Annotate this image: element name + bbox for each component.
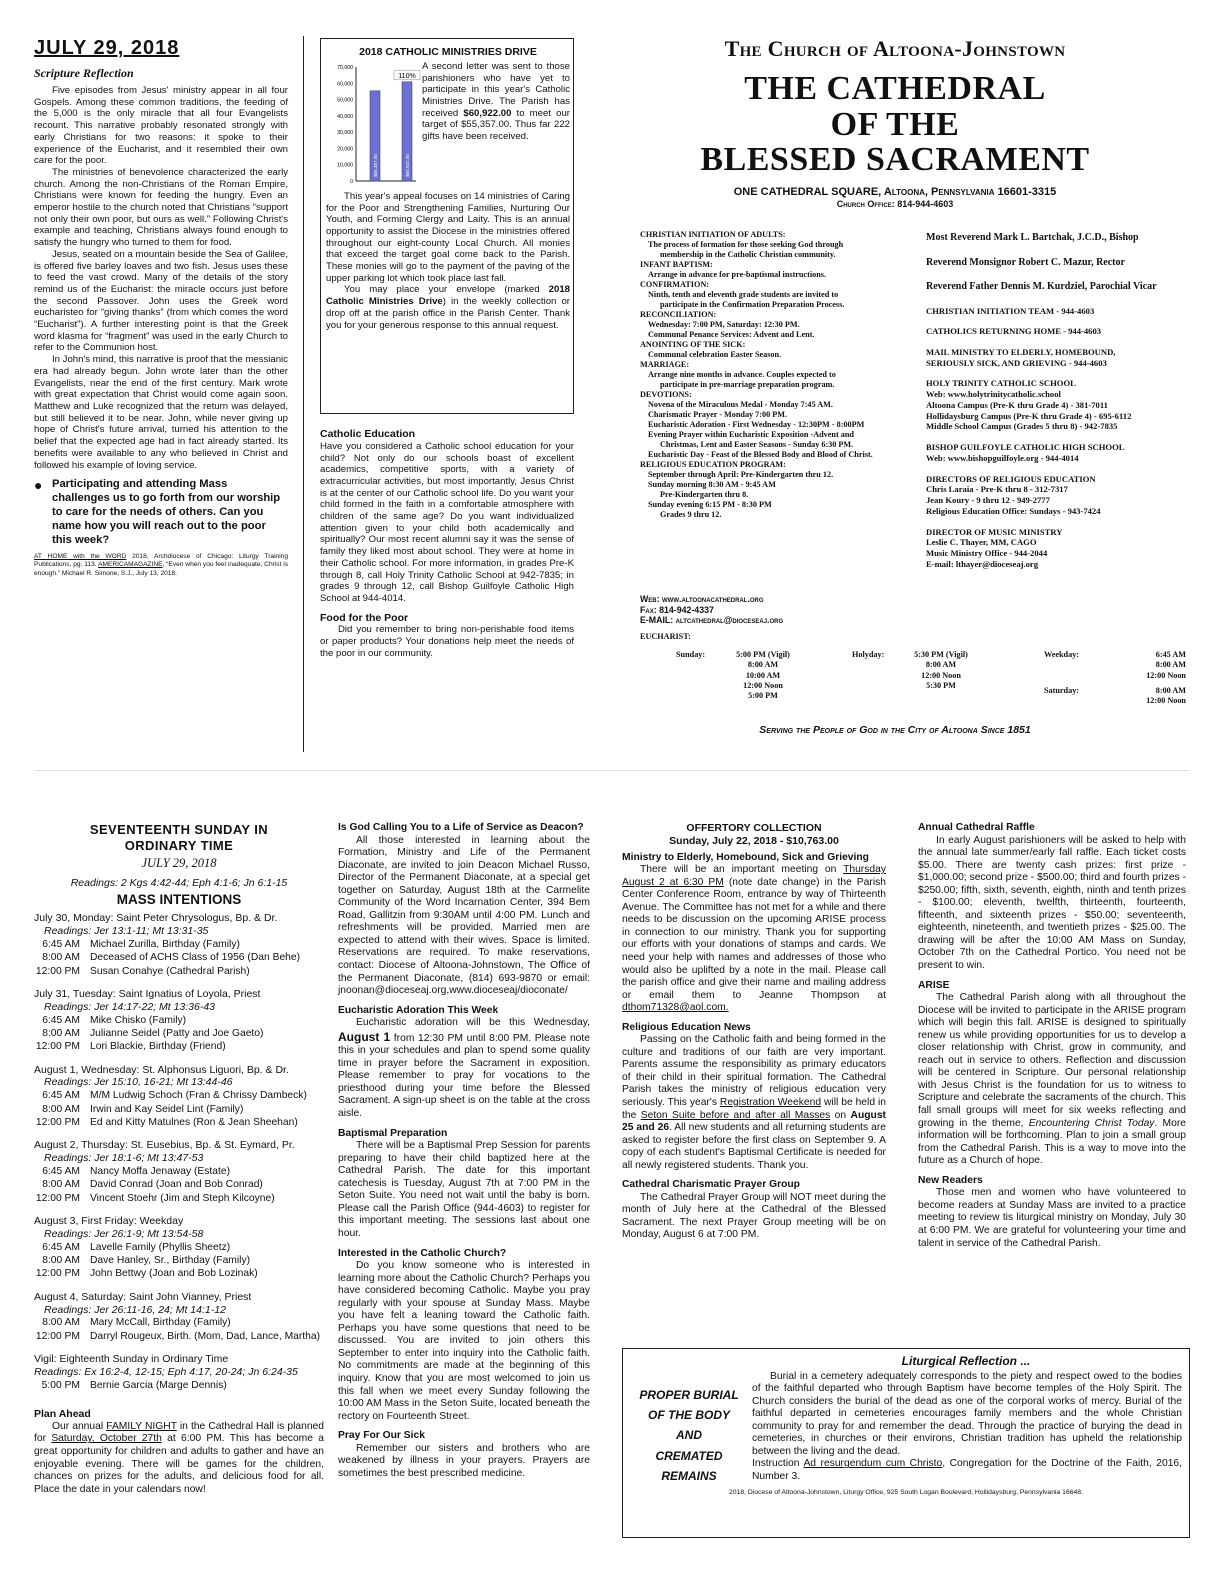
mass-day: [34, 1291, 324, 1343]
liturgical-text: Burial in a cemetery adequately corresponds to the piety and respect owed to the bodies of the faithful departed who through Baptism have become temples of the Holy Spirit. The Church considers the burial of the dead as one of the corporal works of mercy. Burial of the faithful departed in cemeteries encourages family members and the whole Christian community to pray for and remember the dead. Through the practice of burying the dead in cemeteries, in churches or their environs, Christian tradition has upheld the relationship between the living and the dead.: [752, 1370, 1182, 1457]
mass-day-title: August 1, Wednesday: St. Alphonsus Liguori, Bp. & Dr.: [34, 1063, 289, 1076]
email-link[interactable]: E-MAIL: altcathedral@dioceseaj.org: [640, 615, 784, 626]
mass-time: 8:00 AM: [42, 1179, 80, 1191]
sunday-title: SEVENTEENTH SUNDAY IN: [89, 822, 269, 837]
mass-intention-row: [34, 1116, 324, 1129]
mass-time: 12:00 PM: [35, 1192, 80, 1204]
mass-time: 8:00 AM: [42, 1103, 80, 1115]
mass-time: 5:00 PM (Vigil): [736, 650, 790, 659]
contact-line: Altoona Campus (Pre-K thru Grade 4) - 381-7011: [926, 399, 1108, 410]
y-tick-label: 20,000: [337, 146, 353, 153]
mass-intention: Vincent Stoehr (Jim and Steph Kilcoyne): [90, 1192, 275, 1204]
section-text: [622, 864, 886, 1015]
column-divider: [303, 36, 304, 752]
scripture-paragraph: Jesus, seated on a mountain beside the Sea of Galilee, is offered five barley loaves and two fish. Jesus uses these to feed the vast crowd. Many of the details of the story remind us of the Eucharist: the miracle occurs just before the second Passover. John uses the Greek word eucharisteo for “giving thanks” (from which comes the word “Eucharist”). A further interesting point is that the Greek word klasma for “fragment” was used in the early Church to refer to the Communion host.: [34, 248, 288, 354]
topic-line: AND: [676, 1428, 702, 1443]
mass-time: 5:00 PM: [41, 1379, 80, 1391]
sacrament-detail: Ninth, tenth and eleventh grade students are invited to: [648, 290, 839, 299]
mass-day-readings: Readings: Jer 15:10, 16-21; Mt 13:44-46: [44, 1076, 233, 1089]
sacrament-heading: MARRIAGE:: [640, 360, 690, 369]
topic-line: OF THE BODY: [647, 1408, 730, 1423]
sacrament-heading: CHRISTIAN INITIATION OF ADULTS:: [640, 230, 786, 239]
scripture-footnote: [34, 553, 288, 578]
mass-intention: Lori Blackie, Birthday (Friend): [90, 1041, 226, 1053]
text-part: Eucharistic adoration will be this Wednesday,: [356, 1017, 590, 1029]
y-tick-label: 10,000: [337, 162, 353, 169]
drive-text: [422, 61, 570, 143]
mass-intention-row: [34, 938, 324, 951]
contact-group: [926, 326, 1190, 337]
sacrament-detail: Eucharistic Adoration - First Wednesday - 12:30PM - 8:00PM: [648, 420, 865, 429]
text-part: , Congregation for the Doctrine of the Faith, 2016, Number 3.: [752, 1458, 1183, 1482]
contact-line: E-mail: lthayer@dioceseaj.org: [926, 558, 1039, 569]
mass-intention: Darryl Rougeux, Birth. (Mom, Dad, Lance, Martha): [90, 1330, 321, 1342]
mass-intention-row: [34, 965, 324, 978]
mass-time: 12:00 PM: [35, 1268, 80, 1280]
mass-time: 8:00 AM: [1155, 686, 1186, 695]
sacrament-detail: Novena of the Miraculous Medal - Monday 7:45 AM.: [648, 400, 833, 409]
sunday-label: Sunday:: [676, 650, 706, 659]
mass-day-title: August 4, Saturday: Saint John Vianney, Priest: [34, 1290, 252, 1303]
sacrament-detail: Communal Penance Services: Advent and Lent.: [648, 330, 815, 339]
text-part: from 12:30 PM until 8:00 PM. Please note this in your schedules and plan to spend some quality time in prayer before the Sacrament in exposition. Please remember to pray for vocations to the priesthood during your time before the Blessed Sacrament. A sign-up sheet is on the table at the cross aisle.: [338, 1032, 590, 1120]
mass-time: 12:00 Noon: [921, 670, 961, 680]
church-office-phone: Church Office: 814-944-4603: [836, 199, 954, 210]
chart-title: 2018 CATHOLIC MINISTRIES DRIVE: [359, 46, 537, 58]
mass-intention-row: [34, 1178, 324, 1191]
church-name: OF THE: [830, 105, 960, 143]
section-text: Those men and women who have volunteered to become readers at Sunday Mass are invited to a practice meeting to review tis liturgical ministry on Monday, July 30 at 6:00 PM. We are grateful for volunteering your time and talent in service of the Cathedral Parish.: [918, 1187, 1186, 1249]
scripture-heading: Scripture Reflection: [34, 66, 134, 81]
sacrament-detail: Communal celebration Easter Season.: [648, 350, 782, 359]
drive-text-part: ) in the weekly collection or drop off at the parish office in the Parish Center. Thank you for your generous response to this annual request.: [326, 296, 570, 331]
contact-line: SERIOUSLY SICK, AND GRIEVING - 944-4603: [926, 357, 1107, 368]
text-part: . More information will be forthcoming. Plan to join a small group from the Cathedral Parish. This is a way to move into the future as a Church of hope.: [918, 1117, 1186, 1167]
section-heading: Religious Education News: [622, 1021, 751, 1033]
text-part: Encountering Christ Today: [1028, 1117, 1155, 1129]
deacon-column: [338, 822, 590, 1542]
serving-tagline: Serving the People of God in the City of Altoona Since 1851: [759, 724, 1031, 736]
contact-line: Middle School Campus (Grades 5 thru 8) - 942-7835: [926, 421, 1118, 432]
mass-intention-row: [34, 1330, 324, 1343]
mass-time: 8:00 AM: [747, 660, 779, 670]
topic-line: CREMATED: [655, 1448, 723, 1463]
section-text: [918, 992, 1186, 1168]
mass-intention: Susan Conahye (Cathedral Parish): [90, 965, 250, 977]
text-part: August 1: [338, 1029, 391, 1044]
mass-time: 6:45 AM: [1155, 650, 1186, 659]
sunday-readings: Readings: 2 Kgs 4:42-44; Eph 4:1-6; Jn 6:1-15: [70, 876, 288, 889]
section-text: [338, 1017, 590, 1120]
footnote-text: 2018, Archdiocese of Chicago: Liturgy Training Publications, pg. 113.: [34, 553, 288, 569]
text-part: (note date change) in the Parish Center Conference Room, entrance by way of Thirteenth Avenue. The Committee has not met for a while and there needs to be discussion on the upcoming ARISE process in connection to our ministry. Thank you for supporting our efforts with your donations of stamps and cards. We need your help with names and addresses of those who would also be uplifted by a note in the mail. Please call the parish office and give their name and mailing address or email them to Jeanne Thompson at: [622, 876, 886, 1001]
contact-line: Jean Koury - 9 thru 12 - 949-2777: [926, 495, 1050, 506]
weekday-times: [1096, 650, 1186, 681]
section-heading: Pray For Our Sick: [338, 1430, 425, 1442]
sacrament-detail: Pre-Kindergarten thru 8.: [660, 490, 749, 499]
mass-time: 12:00 Noon: [1146, 670, 1186, 680]
y-tick-label: 70,000: [337, 64, 353, 71]
text-part: in the Cathedral Hall is planned for: [34, 1420, 324, 1445]
section-text: [622, 1034, 886, 1172]
mass-intention-row: [34, 1192, 324, 1205]
sacrament-detail: The process of formation for those seeking God through: [648, 240, 844, 249]
sacraments-list: [640, 230, 920, 596]
topic-line: REMAINS: [661, 1469, 717, 1484]
drive-text-part: to meet our target of $55,357.00. Thus far 222 gifts have been received.: [422, 107, 570, 143]
contact-line: DIRECTORS OF RELIGIOUS EDUCATION: [926, 473, 1096, 484]
sacrament-detail: membership in the Catholic Christian community.: [660, 250, 836, 259]
mass-intention: Michael Zurilla, Birthday (Family): [90, 938, 240, 950]
scripture-paragraph: Five episodes from Jesus' ministry appear in all four Gospels. Among these common traditions, the feeding of the 5,000 is the only miracle that all four Evangelists recount. This narrative probably resonated strongly with early Christians for two reasons: it spoke to their experience of the Eucharist, and it resembled their own care for the poor.: [34, 85, 288, 167]
section-text: The Cathedral Prayer Group will NOT meet during the month of July here at the Cathedral of the Blessed Sacrament. The next Prayer Group meeting will be on Monday, August 6 at 7:00 PM.: [622, 1191, 886, 1241]
mass-intention-row: [34, 1089, 324, 1102]
sacrament-heading: INFANT BAPTISM:: [640, 260, 713, 269]
staff-contacts: [926, 232, 1190, 632]
contact-line: HOLY TRINITY CATHOLIC SCHOOL: [926, 378, 1076, 389]
mass-time: 6:45 AM: [42, 1090, 80, 1102]
sacrament-detail: Eucharistic Day - Feast of the Blessed Body and Blood of Christ.: [648, 450, 873, 459]
mass-intention: Irwin and Kay Seidel Lint (Family): [90, 1103, 244, 1115]
text-part: The Cathedral Parish along with all throughout the Diocese will be invited to participate in the ARISE program which will begin this fall. ARISE is designed to spiritually renew us while providing opportunities for us to develop a closer relationship with Christ, grow in community, and reach out in service to others. Reflection and discussion will be centered in Scripture. Our personal relationship with Jesus Christ is the foundation for us to witness to Scripture and celebrate the sacraments of the church. This fall small groups will meet for six weeks reflecting and growing in the theme,: [918, 992, 1186, 1129]
sacrament-detail: September through April: Pre-Kindergarten thru 12.: [648, 470, 834, 479]
text-part: Seton Suite before and after all Masses: [640, 1109, 831, 1121]
mass-time: 12:00 PM: [35, 1330, 80, 1342]
mass-time: 8:00 AM: [42, 1317, 80, 1329]
text-part: FAMILY NIGHT: [106, 1420, 177, 1432]
mass-day-readings: Readings: Jer 14:17-22; Mt 13:36-43: [44, 1000, 216, 1013]
mass-intention-row: [34, 1165, 324, 1178]
mass-time: 8:00 AM: [1155, 660, 1186, 670]
sacrament-heading: ANOINTING OF THE SICK:: [640, 340, 746, 349]
eucharist-schedule: [640, 632, 1190, 712]
mass-time: 8:00 AM: [42, 1027, 80, 1039]
text-part: There will be an important meeting on: [640, 864, 844, 876]
sacrament-detail: participate in the Confirmation Preparation Process.: [660, 300, 845, 309]
fold-line: [34, 770, 1190, 771]
offertory-heading: OFFERTORY COLLECTION: [686, 822, 822, 834]
saturday-times: [1096, 686, 1186, 707]
contact-group: [926, 527, 1190, 570]
text-part: on: [830, 1109, 851, 1121]
clergy-name: Reverend Father Dennis M. Kurdziel, Parochial Vicar: [926, 281, 1157, 292]
mass-time: 6:45 AM: [42, 1165, 80, 1177]
sacrament-detail: Charismatic Prayer - Monday 7:00 PM.: [648, 410, 788, 419]
footnote-source: AMERICAMAGAZINE: [98, 561, 163, 569]
mass-day: [34, 1215, 324, 1281]
bar-data-label: $60,922.00: [405, 153, 410, 177]
mass-time: 6:45 AM: [42, 1241, 80, 1253]
mass-day: [34, 1064, 324, 1130]
mass-time: 12:00 PM: [35, 965, 80, 977]
section-heading: Plan Ahead: [34, 1408, 91, 1421]
church-name: THE CATHEDRAL: [744, 69, 1046, 107]
contact-line: CHRISTIAN INITIATION TEAM - 944-4603: [926, 305, 1095, 316]
offertory-amount: Sunday, July 22, 2018 - $10,763.00: [669, 834, 839, 847]
text-part: Passing on the Catholic faith and being formed in the culture and traditions of our faith are very important. Parents assume the responsibility as primary educators of their child in their spiritual formation. The Cathedral Parish takes the ministry of religious education very seriously. This year's: [622, 1034, 886, 1108]
section-heading: Food for the Poor: [320, 611, 409, 624]
mass-time: 10:00 AM: [745, 670, 781, 680]
mass-day-readings: Readings: Jer 26:11-16, 24; Mt 14:1-12: [44, 1303, 226, 1316]
mass-time: 12:00 Noon: [743, 680, 783, 690]
drive-chart: [326, 61, 418, 191]
reflection-question: [34, 477, 288, 547]
sacrament-detail: Sunday evening 6:15 PM - 8:30 PM: [648, 500, 772, 509]
section-text: Remember our sisters and brothers who are weakened by illness in your prayers. Prayers are sometimes the best prescribed medicine.: [338, 1442, 590, 1479]
mass-intention-row: [34, 1103, 324, 1116]
sacrament-detail: Arrange in advance for pre-baptismal instructions.: [648, 270, 827, 279]
text-part: Saturday, October 27th: [51, 1433, 162, 1445]
contact-line: Hollidaysburg Campus (Pre-K thru Grade 4) - 695-6112: [926, 410, 1132, 421]
text-part: at 6:00 PM. This has become a great opportunity for children and adults to gather and have an enjoyable evening. There will be games for the children, chances on prizes for the adults, and delicious food for all. Place the date in your calendars now!: [34, 1433, 324, 1495]
email-link[interactable]: dthom71328@aol.com.: [622, 1002, 729, 1014]
mass-day-title: July 31, Tuesday: Saint Ignatius of Loyola, Priest: [34, 987, 261, 1000]
mass-time: 12:00 PM: [35, 1117, 80, 1129]
sunday-times: [718, 650, 808, 701]
contact-line: Chris Laraia - Pre-K thru 8 - 312-7317: [926, 484, 1068, 495]
scripture-paragraph: In John's mind, this narrative is proof that the messianic era had already begun. John wrote later than the other Evangelists, near the end of the first century. Mark wrote with great expectation that Christ would come again soon. Matthew and Luke recognized that the return was delayed, but still believed it to be near. John, while never giving up hope of Christ's future arrival, turned his attention to the belief that the expected age had in fact already started. Its benefits were available to any who believed in Christ and followed his example of loving service.: [34, 354, 288, 471]
mass-day-readings: Readings: Jer 13:1-11; Mt 13:31-35: [44, 925, 209, 938]
mass-intention: Lavelle Family (Phyllis Sheetz): [90, 1241, 231, 1253]
mass-day-readings: Readings: Jer 26:1-9; Mt 13:54-58: [44, 1227, 204, 1240]
liturgical-footer: 2018, Diocese of Altoona-Johnstown, Liturgy Office, 925 South Logan Boulevard, Hollidaysburg, Pennsylvania 16648.: [729, 1488, 1083, 1496]
section-text: There will be a Baptismal Prep Session for parents preparing to have their child baptized here at the Cathedral Parish. The date for this important catechesis is Tuesday, August 7th at 7:00 PM in the Seton Suite. You need not wait until the baby is born. Please call the Parish Office (944-4603) to register for this important meeting. The sessions last about one hour.: [338, 1140, 590, 1239]
mass-day: [34, 912, 324, 978]
vigil-readings: Readings: Ex 16:2-4, 12-15; Eph 4:17, 20-24; Jn 6:24-35: [34, 1365, 298, 1378]
mass-intention-row: [34, 1267, 324, 1280]
vigil-day: Vigil: Eighteenth Sunday in Ordinary Time: [34, 1353, 229, 1366]
sacrament-detail: Arrange nine months in advance. Couples expected to: [648, 370, 836, 379]
y-tick-label: 30,000: [337, 129, 353, 136]
drive-received-amount: $60,922.00: [463, 107, 512, 119]
mass-intention: Nancy Moffa Jenaway (Estate): [90, 1165, 231, 1177]
mass-intention: Julianne Seidel (Patty and Joe Gaeto): [90, 1027, 264, 1039]
mass-intention: Bernie Garcia (Marge Dennis): [90, 1379, 227, 1391]
section-heading: Is God Calling You to a Life of Service as Deacon?: [338, 822, 584, 833]
website-link[interactable]: Web: www.altoonacathedral.org: [640, 594, 764, 604]
mass-intention: Deceased of ACHS Class of 1956 (Dan Behe): [90, 952, 301, 964]
bulletin-date: JULY 29, 2018: [34, 37, 180, 59]
mass-intentions-column: [34, 822, 324, 1542]
education-column: [320, 428, 574, 750]
contact-group: [926, 474, 1190, 517]
contact-line: Music Ministry Office - 944-2044: [926, 547, 1048, 558]
drive-paragraph: [326, 284, 570, 331]
footnote-text: , “Even when you feel inadequate, Christ is enough.” Michael R. Simone, S.J., July 13, 2018.: [34, 561, 289, 577]
contact-line: Leslie C. Thayer, MM, CAGO: [926, 537, 1037, 548]
mass-intention-row: [34, 1014, 324, 1027]
liturgical-title: Liturgical Reflection ...: [901, 1354, 1031, 1368]
section-heading: Cathedral Charismatic Prayer Group: [622, 1179, 800, 1191]
holyday-times: [896, 650, 986, 691]
mass-intention: David Conrad (Joan and Bob Conrad): [90, 1179, 263, 1191]
clergy-name: Reverend Monsignor Robert C. Mazur, Rector: [926, 256, 1125, 268]
mass-time: 8:00 AM: [42, 952, 80, 964]
section-text: All those interested in learning about the Formation, Ministry and Life of the Permanent Diaconate, are invited to join Deacon Michael Russo, Director of the Permanent Diaconate, at a special get together on Saturday, August 18th at the Carmelite Community of the Word Incarnation Center, 394 Bem Road, Gallitzin from 9:30AM until 4:00 PM. Lunch and refreshments will be provided. Married men are expected to attend with their wives. Space is limited. Reservations are required. To make reservations, contact: Diocese of Altoona-Johnstown, The Office of the Permanent Diaconate, (814) 693-9870 or email: jnoonan@dioceseaj.org,www.dioceseaj/dioconate/: [338, 834, 590, 997]
mass-intention: Dave Hanley, Sr., Birthday (Family): [90, 1255, 251, 1267]
section-heading: Ministry to Elderly, Homebound, Sick and Grieving: [622, 851, 869, 863]
section-heading: Interested in the Catholic Church?: [338, 1247, 507, 1259]
mass-intention: John Bettwy (Joan and Bob Lozinak): [90, 1268, 258, 1280]
reflection-question-text: Participating and attending Mass challenges us to go forth from our worship to care for the needs of others. Can you name how you will reach out to the poor this week?: [52, 478, 281, 547]
sacrament-heading: RECONCILIATION:: [640, 310, 717, 319]
percent-annotation: 110%: [398, 72, 416, 80]
contact-line: BISHOP GUILFOYLE CATHOLIC HIGH SCHOOL: [926, 442, 1125, 453]
section-text: Have you considered a Catholic school education for your child? Not only do our schools boast of excellent academics, competitive sports, with a variety of extracurricular activities, but most importantly, Jesus Christ is at the center of our Catholic school life. Do you want your child formed in the faith in a comfortable atmosphere with children of the same age? Do you want individualized attention given to your child both academically and spiritually? Our most recent alumni say it was the sense of family they liked most about school. They were at home in their Catholic school. For more information, in grades Pre-K through 8, call Holy Trinity Catholic School at 942-7835; in grades 9 through 12, call Bishop Guilfoyle Catholic High School at 944-4014.: [320, 440, 574, 604]
sacrament-heading: CONFIRMATION:: [640, 280, 709, 289]
text-part: Registration Weekend: [719, 1096, 822, 1108]
mass-time: 6:45 AM: [42, 1014, 80, 1026]
section-heading: Baptismal Preparation: [338, 1127, 448, 1139]
mass-day: [34, 988, 324, 1054]
mass-intention-row: [34, 951, 324, 964]
text-part: will be held in the: [622, 1096, 886, 1121]
text-part: August 25 and 26: [622, 1109, 886, 1134]
mass-intentions-heading: MASS INTENTIONS: [116, 891, 242, 907]
drive-envelope-label: 2018 Catholic Ministries Drive: [326, 284, 570, 308]
holyday-label: Holyday:: [852, 650, 885, 659]
mass-day-title: July 30, Monday: Saint Peter Chrysologus, Bp. & Dr.: [34, 912, 278, 925]
mass-intention-row: [34, 1040, 324, 1053]
mass-intention-row: [34, 1027, 324, 1040]
mass-day: [34, 1139, 324, 1205]
mass-intention-row: [34, 1241, 324, 1254]
y-tick-label: 60,000: [337, 81, 353, 88]
ministries-drive: [326, 40, 570, 412]
bullet-icon: ●: [34, 477, 43, 494]
section-text: [34, 1421, 324, 1496]
contact-group: [926, 442, 1190, 463]
contact-web: [640, 594, 920, 630]
scripture-column: [34, 36, 288, 752]
contact-line: Web: www.bishopguilfoyle.org - 944-4014: [926, 452, 1079, 463]
fax-number: Fax: 814-942-4337: [640, 604, 714, 615]
drive-text-part: A second letter was sent to those parishioners who have yet to participate in this year's Catholic Ministries Drive. The Parish has received: [422, 60, 570, 119]
bar-data-label: $55,357.00: [373, 153, 378, 177]
mass-intention-row: [34, 1316, 324, 1329]
liturgical-reflection: [626, 1354, 1186, 1536]
mass-time: 5:00 PM: [748, 691, 778, 700]
sacrament-detail: Evening Prayer within Eucharistic Exposition -Advent and: [648, 430, 854, 439]
mass-time: 8:00 AM: [925, 660, 957, 670]
offertory-column: [622, 822, 886, 1342]
y-tick-label: 50,000: [337, 97, 353, 104]
liturgical-topic: [626, 1371, 752, 1487]
mass-time: 5:30 PM (Vigil): [914, 650, 968, 659]
section-heading: ARISE: [918, 979, 950, 991]
text-part: Thursday August 2 at 6:30 PM: [622, 864, 886, 888]
sacrament-detail: Sunday morning 8:30 AM - 9:45 AM: [648, 480, 776, 489]
contact-group: [926, 306, 1190, 317]
drive-paragraph: This year's appeal focuses on 14 ministries of Caring for the Poor and Strengthening Families, Nurturing Our Youth, and Forming Clergy and Laity. This is an annual opportunity to assist the Diocese in the ministries offered throughout our eight-county Local Church. All monies that exceed the target goal come back to the Parish. These monies will go to the payment of the paving of the upper parking lot which took place last fall.: [326, 190, 570, 284]
mass-day-title: August 2, Thursday: St. Eusebius, Bp. & St. Eymard, Pr.: [34, 1139, 295, 1152]
contact-line: Web: www.holytrinitycatholic.school: [926, 389, 1061, 400]
sacrament-heading: DEVOTIONS:: [640, 390, 692, 399]
section-heading: Annual Cathedral Raffle: [918, 822, 1035, 833]
text-part: . All new students and all returning students are asked to register before the first class on September 9. A copy of each student's Baptismal Certificate is needed for all newly registered students. Thank you.: [622, 1122, 886, 1171]
sunday-date: JULY 29, 2018: [141, 855, 217, 870]
liturgical-citation: [752, 1458, 1182, 1483]
church-address: ONE CATHEDRAL SQUARE, Altoona, Pennsylvania 16601-3315: [733, 185, 1057, 198]
eucharist-label: EUCHARIST:: [640, 632, 691, 641]
sacrament-heading: RELIGIOUS EDUCATION PROGRAM:: [640, 460, 786, 469]
section-heading: Catholic Education: [320, 428, 416, 440]
raffle-column: [918, 822, 1186, 1342]
section-text: In early August parishioners will be asked to help with the annual late summer/early fall raffle. Each ticket costs $5.00. There are twenty cash prizes: first prize - $1,000.00; second prize - $500.00; third and fourth prizes - $250.00; fifth, sixth, seventh, eighth, ninth and tenth prizes - $100.00; eleventh, twelfth, thirteenth, fourteenth, fifteenth, and sixteenth prizes - $50.00; seventeenth, eighteenth, nineteenth, and twentieth prizes - $25.00. The drawing will be after the 10:00 AM Mass on Sunday, October 7th on the Cathedral Portico. You need not be present to win.: [918, 834, 1186, 972]
church-name: BLESSED SACRAMENT: [700, 141, 1090, 179]
mass-day-title: August 3, First Friday: Weekday: [34, 1215, 184, 1228]
mass-time: 8:00 AM: [42, 1255, 80, 1267]
saturday-label: Saturday:: [1044, 686, 1080, 695]
section-text: Did you remember to bring non-perishable food items or paper products? Your donations help meet the needs of the poor in our community.: [320, 624, 574, 659]
mass-day-readings: Readings: Jer 18:1-6; Mt 13:47-53: [44, 1152, 204, 1165]
y-tick-label: 40,000: [337, 113, 353, 120]
mass-intention: M/M Ludwig Schoch (Fran & Chrissy Dambeck): [90, 1090, 307, 1102]
text-part: Ad resurgendum cum Christo: [803, 1458, 943, 1470]
mass-time: 6:45 AM: [42, 938, 80, 950]
contact-line: CATHOLICS RETURNING HOME - 944-4603: [926, 326, 1102, 337]
contact-line: DIRECTOR OF MUSIC MINISTRY: [926, 526, 1063, 537]
masthead: [600, 36, 1190, 210]
mass-time: 5:30 PM: [926, 680, 956, 690]
weekday-label: Weekday:: [1044, 650, 1080, 659]
contact-group: [926, 347, 1190, 368]
clergy-name: Most Reverend Mark L. Bartchak, J.C.D., Bishop: [926, 232, 1139, 243]
contact-line: Religious Education Office: Sundays - 943-7424: [926, 505, 1101, 516]
mass-intention-row: [34, 1254, 324, 1267]
contact-group: [926, 378, 1190, 432]
sacrament-detail: Christmas, Lent and Easter Seasons - Sunday 6:30 PM.: [660, 440, 854, 449]
y-tick-label: 0: [350, 178, 353, 185]
mass-intention: Ed and Kitty Matulnes (Ron & Jean Sheehan): [90, 1117, 298, 1129]
diocese-name: The Church of Altoona-Johnstown: [724, 36, 1066, 61]
section-heading: New Readers: [918, 1174, 983, 1186]
scripture-paragraph: The ministries of benevolence characterized the early church. Among the non-Christians of the Roman Empire, Christians were known for feeding the hungry. Even an emperor hostile to the church noted that Christians “support not only their own poor, but ours as well.” Following Christ's example and teaching, Christians always found enough to satisfy the hungry who turned to them for food.: [34, 166, 288, 249]
sacrament-detail: participate in pre-marriage preparation program.: [660, 380, 835, 389]
sacrament-detail: Grades 9 thru 12.: [660, 510, 722, 519]
text-part: Instruction: [752, 1458, 804, 1470]
sunday-title: ORDINARY TIME: [124, 837, 234, 853]
drive-text-part: You may place your envelope (marked: [344, 284, 549, 296]
mass-intention: Mary McCall, Birthday (Family): [90, 1317, 231, 1329]
topic-line: PROPER BURIAL: [639, 1387, 739, 1402]
mass-intention-row: [34, 1379, 324, 1392]
sacrament-detail: Wednesday: 7:00 PM, Saturday: 12:30 PM.: [648, 320, 800, 329]
mass-time: 12:00 PM: [35, 1041, 80, 1053]
footnote-source: AT HOME with the WORD: [34, 553, 127, 561]
mass-intention: Mike Chisko (Family): [90, 1014, 187, 1026]
mass-time: 12:00 Noon: [1146, 696, 1186, 706]
text-part: Our annual: [52, 1420, 107, 1432]
section-heading: Eucharistic Adoration This Week: [338, 1004, 499, 1016]
section-text: Do you know someone who is interested in learning more about the Catholic Church? Perhaps you have considered becoming Catholic. Maybe you pray regularly with your spouse at Sunday Mass. Maybe you have felt a leaning toward the Catholic faith. Perhaps you have some questions that need to be discussed. You are invited to join others this September to enter into inquiry into the Catholic faith. No commitments are made at the beginning of this inquiry. Know that you are most welcomed to join us this fall when we meet every Sunday following the 10:00 AM Mass in the Seton Suite, located beneath the rectory on Fourteenth Street.: [338, 1260, 590, 1422]
contact-line: MAIL MINISTRY TO ELDERLY, HOMEBOUND,: [926, 346, 1116, 357]
